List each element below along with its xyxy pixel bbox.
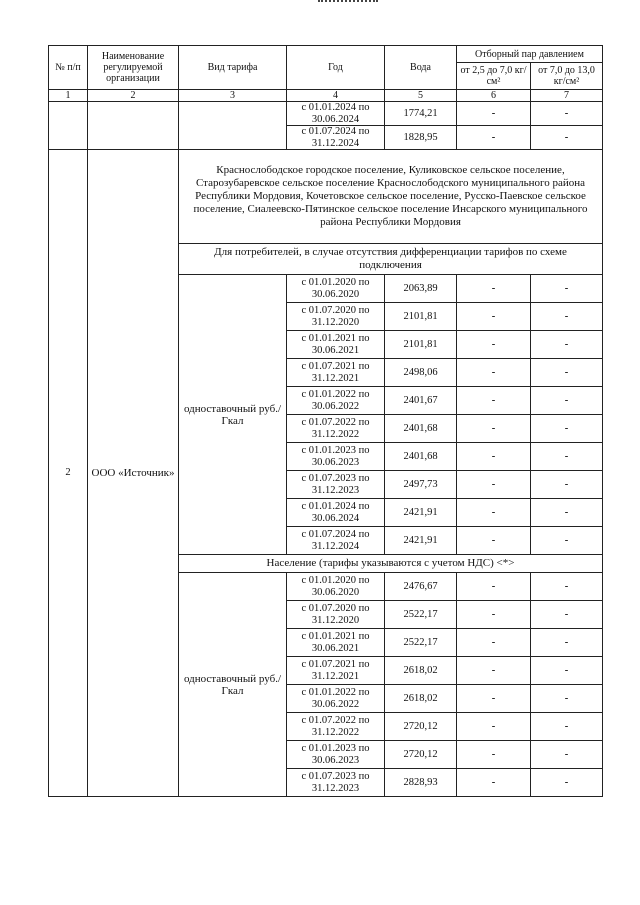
period-cell: с 01.07.2021 по 31.12.2021 xyxy=(287,359,385,387)
steam-b-cell: - xyxy=(531,573,603,601)
table-row xyxy=(49,102,603,126)
tariff-type-cell: одноставочный руб./Гкал xyxy=(179,275,287,555)
period-cell: с 01.07.2023 по 31.12.2023 xyxy=(287,471,385,499)
period-cell: с 01.01.2022 по 30.06.2022 xyxy=(287,685,385,713)
water-cell: 2522,17 xyxy=(385,601,457,629)
column-index-cell: 3 xyxy=(179,90,287,102)
steam-b-cell: - xyxy=(531,387,603,415)
period-cell: с 01.07.2024 по 31.12.2024 xyxy=(287,527,385,555)
steam-a-cell: - xyxy=(457,657,531,685)
water-cell: 2618,02 xyxy=(385,685,457,713)
column-index-cell: 5 xyxy=(385,90,457,102)
header-steam-b: от 7,0 до 13,0 кг/см² xyxy=(531,63,603,90)
column-index-row xyxy=(49,90,603,102)
steam-b-cell: - xyxy=(531,527,603,555)
cont-org-cell xyxy=(88,102,179,150)
water-cell: 2401,68 xyxy=(385,443,457,471)
header-water: Вода xyxy=(385,46,457,90)
period-cell: с 01.01.2024 по 30.06.2024 xyxy=(287,102,385,126)
group-title-cell: Население (тарифы указываются с учетом НДС) <*> xyxy=(179,555,603,573)
steam-a-cell: - xyxy=(457,415,531,443)
steam-b-cell: - xyxy=(531,126,603,150)
steam-a-cell: - xyxy=(457,741,531,769)
water-cell: 2101,81 xyxy=(385,303,457,331)
water-cell: 1774,21 xyxy=(385,102,457,126)
steam-a-cell: - xyxy=(457,629,531,657)
period-cell: с 01.07.2020 по 31.12.2020 xyxy=(287,303,385,331)
tariff-type-cell: одноставочный руб./Гкал xyxy=(179,573,287,797)
period-cell: с 01.01.2022 по 30.06.2022 xyxy=(287,387,385,415)
period-cell: с 01.01.2023 по 30.06.2023 xyxy=(287,443,385,471)
steam-b-cell: - xyxy=(531,415,603,443)
header-steam: Отборный пар давлением xyxy=(457,46,603,63)
column-index-cell: 7 xyxy=(531,90,603,102)
steam-a-cell: - xyxy=(457,685,531,713)
steam-a-cell: - xyxy=(457,387,531,415)
territory-row xyxy=(49,150,603,244)
steam-a-cell: - xyxy=(457,443,531,471)
steam-a-cell: - xyxy=(457,359,531,387)
column-index-cell: 4 xyxy=(287,90,385,102)
steam-b-cell: - xyxy=(531,629,603,657)
steam-a-cell: - xyxy=(457,573,531,601)
group-title-cell: Для потребителей, в случае отсутствия дифференциации тарифов по схеме подключения xyxy=(179,244,603,275)
water-cell: 2421,91 xyxy=(385,499,457,527)
water-cell: 2476,67 xyxy=(385,573,457,601)
steam-b-cell: - xyxy=(531,499,603,527)
water-cell: 2401,68 xyxy=(385,415,457,443)
steam-b-cell: - xyxy=(531,359,603,387)
territory-cell: Краснослободское городское поселение, Куликовское сельское поселение, Старозубаревское сельское поселение Краснослободского муниципального района Республики Мордовия, Кочетовское сельское поселение, Русско-Паевское сельское поселение, Сиалеевско-Пятинское сельское поселение Инсарского муниципального района Республики Мордовия xyxy=(179,150,603,244)
water-cell: 2421,91 xyxy=(385,527,457,555)
steam-a-cell: - xyxy=(457,601,531,629)
steam-b-cell: - xyxy=(531,713,603,741)
steam-b-cell: - xyxy=(531,471,603,499)
steam-a-cell: - xyxy=(457,471,531,499)
period-cell: с 01.01.2020 по 30.06.2020 xyxy=(287,275,385,303)
water-cell: 2720,12 xyxy=(385,741,457,769)
steam-b-cell: - xyxy=(531,601,603,629)
water-cell: 2720,12 xyxy=(385,713,457,741)
steam-a-cell: - xyxy=(457,303,531,331)
steam-b-cell: - xyxy=(531,331,603,359)
water-cell: 2522,17 xyxy=(385,629,457,657)
period-cell: с 01.07.2024 по 31.12.2024 xyxy=(287,126,385,150)
period-cell: с 01.07.2021 по 31.12.2021 xyxy=(287,657,385,685)
steam-a-cell: - xyxy=(457,126,531,150)
column-index-cell: 2 xyxy=(88,90,179,102)
water-cell: 1828,95 xyxy=(385,126,457,150)
period-cell: с 01.01.2021 по 30.06.2021 xyxy=(287,629,385,657)
water-cell: 2618,02 xyxy=(385,657,457,685)
period-cell: с 01.07.2022 по 31.12.2022 xyxy=(287,415,385,443)
column-index-cell: 6 xyxy=(457,90,531,102)
org-name-cell: ООО «Источник» xyxy=(88,150,179,797)
steam-b-cell: - xyxy=(531,685,603,713)
water-cell: 2498,06 xyxy=(385,359,457,387)
period-cell: с 01.07.2020 по 31.12.2020 xyxy=(287,601,385,629)
steam-b-cell: - xyxy=(531,741,603,769)
steam-a-cell: - xyxy=(457,275,531,303)
steam-a-cell: - xyxy=(457,102,531,126)
period-cell: с 01.07.2023 по 31.12.2023 xyxy=(287,769,385,797)
water-cell: 2401,67 xyxy=(385,387,457,415)
steam-a-cell: - xyxy=(457,713,531,741)
steam-b-cell: - xyxy=(531,657,603,685)
water-cell: 2101,81 xyxy=(385,331,457,359)
water-cell: 2828,93 xyxy=(385,769,457,797)
org-num-cell: 2 xyxy=(49,150,88,797)
header-year: Год xyxy=(287,46,385,90)
top-page-mark xyxy=(318,0,378,5)
period-cell: с 01.01.2020 по 30.06.2020 xyxy=(287,573,385,601)
header-org: Наименование регулируемой организации xyxy=(88,46,179,90)
period-cell: с 01.07.2022 по 31.12.2022 xyxy=(287,713,385,741)
header-steam-a: от 2,5 до 7,0 кг/см² xyxy=(457,63,531,90)
tariff-table xyxy=(48,45,603,797)
period-cell: с 01.01.2021 по 30.06.2021 xyxy=(287,331,385,359)
steam-a-cell: - xyxy=(457,499,531,527)
steam-b-cell: - xyxy=(531,443,603,471)
steam-a-cell: - xyxy=(457,331,531,359)
water-cell: 2497,73 xyxy=(385,471,457,499)
steam-b-cell: - xyxy=(531,769,603,797)
steam-b-cell: - xyxy=(531,275,603,303)
header-tariff: Вид тарифа xyxy=(179,46,287,90)
column-index-cell: 1 xyxy=(49,90,88,102)
period-cell: с 01.01.2023 по 30.06.2023 xyxy=(287,741,385,769)
period-cell: с 01.01.2024 по 30.06.2024 xyxy=(287,499,385,527)
cont-num-cell xyxy=(49,102,88,150)
steam-a-cell: - xyxy=(457,769,531,797)
header-num: № п/п xyxy=(49,46,88,90)
water-cell: 2063,89 xyxy=(385,275,457,303)
steam-b-cell: - xyxy=(531,303,603,331)
cont-tariff-cell xyxy=(179,102,287,150)
steam-b-cell: - xyxy=(531,102,603,126)
steam-a-cell: - xyxy=(457,527,531,555)
